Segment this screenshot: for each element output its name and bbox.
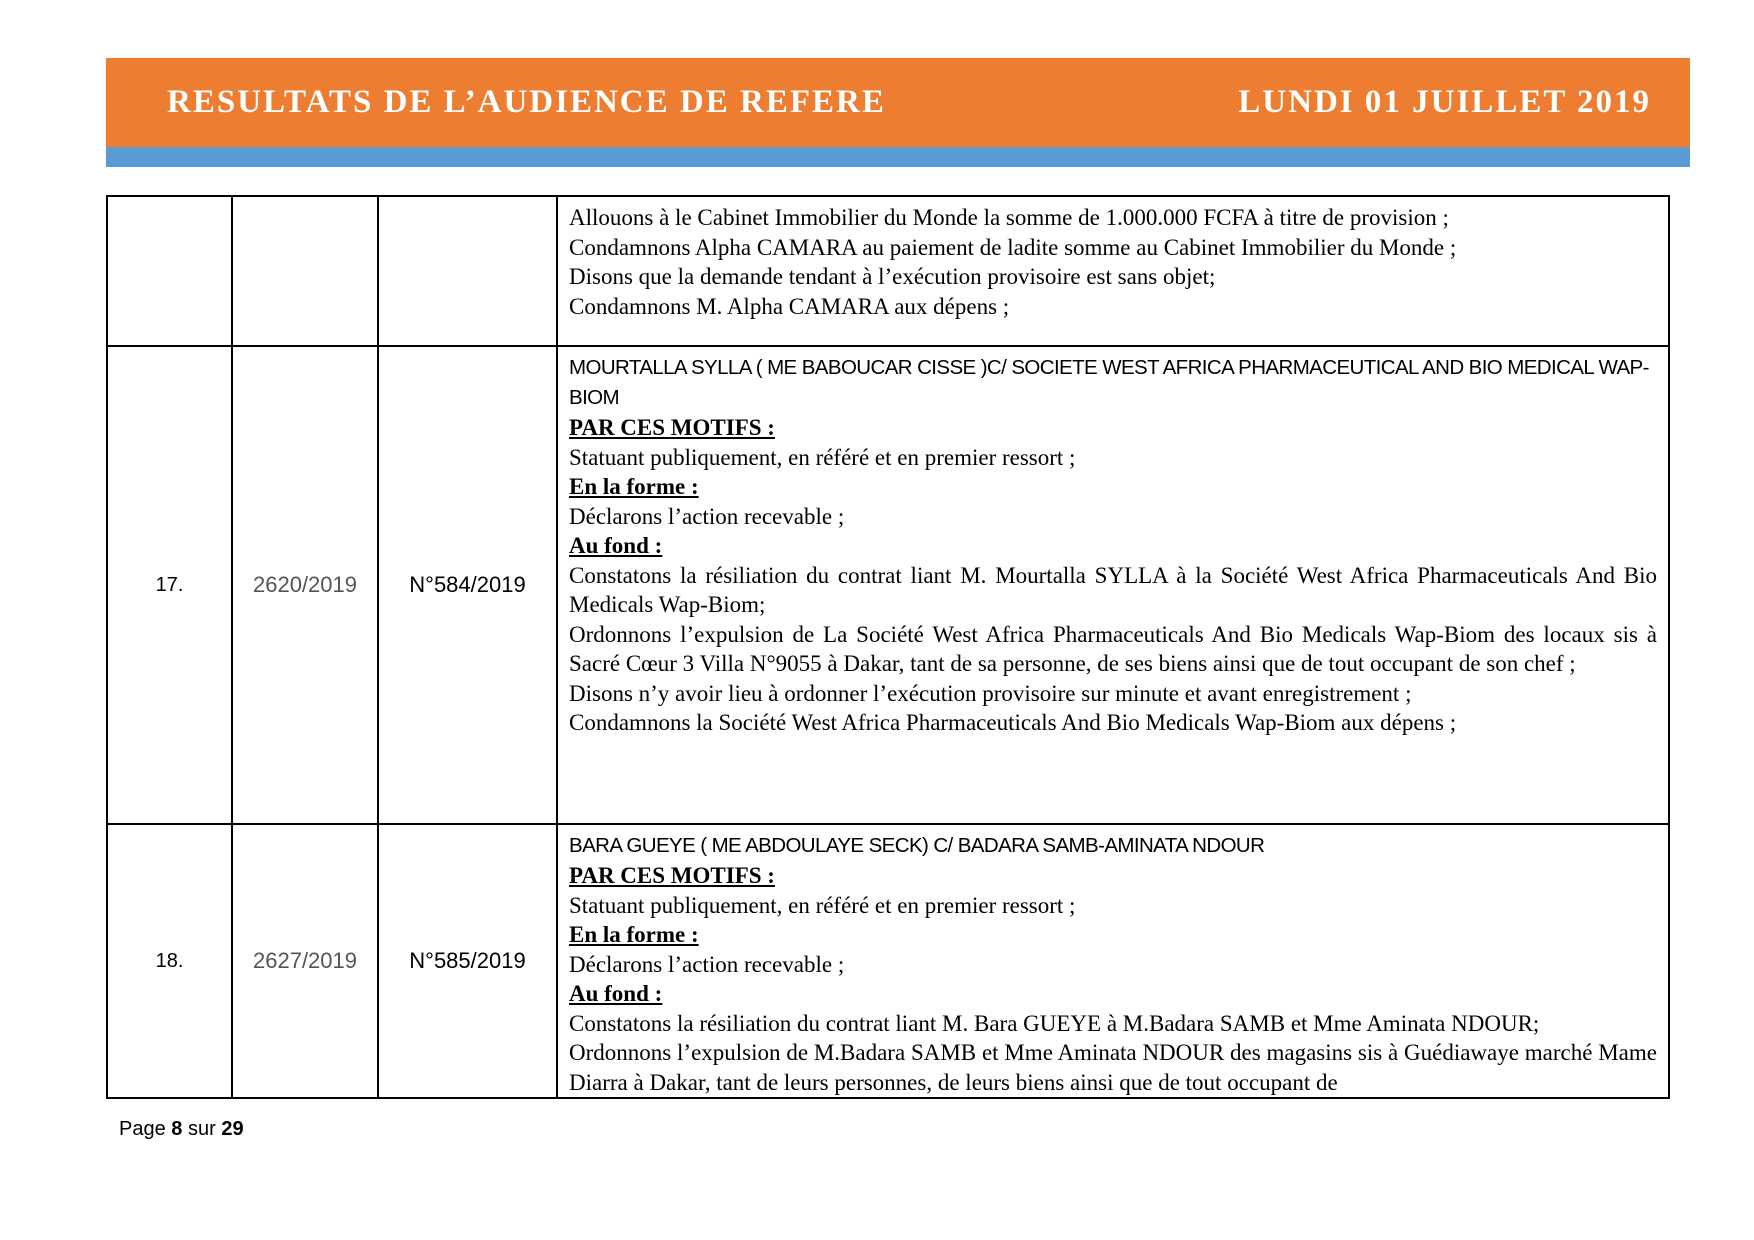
forme-heading: En la forme :: [569, 922, 699, 947]
decision-line: Déclarons l’action recevable ;: [569, 503, 845, 529]
results-table: [106, 195, 1670, 1099]
decision-line: Allouons à le Cabinet Immobilier du Monde la somme de 1.000.000 FCFA à titre de provision ;: [569, 205, 1449, 230]
motifs-heading: PAR CES MOTIFS :: [569, 863, 775, 888]
rg-number-cell: [232, 196, 378, 346]
decision-line: Disons n’y avoir lieu à ordonner l’exécution provisoire sur minute et avant enregistrement ;: [569, 680, 1412, 706]
decision-line: Ordonnons l’expulsion de M.Badara SAMB et Mme Aminata NDOUR des magasins sis à Guédiawaye marché Mame Diarra à Dakar, tant de leurs personnes, de leurs biens ainsi que de tout occupant de: [569, 1040, 1657, 1095]
fond-heading: Au fond :: [569, 981, 663, 1006]
decision-line: Ordonnons l’expulsion de La Société West Africa Pharmaceuticals And Bio Medicals Wap-Biom des locaux sis à Sacré Cœur 3 Villa N°9055 à Dakar, tant de sa personne, de ses biens ainsi que de tout occupant de son chef ;: [569, 621, 1657, 676]
table-row: [107, 824, 1669, 1098]
decision-line: Statuant publiquement, en référé et en premier ressort ;: [569, 892, 1076, 918]
motifs-heading: PAR CES MOTIFS :: [569, 415, 775, 440]
rg-number-cell: 2620/2019: [232, 346, 378, 824]
table-row: [107, 346, 1669, 824]
page-current: 8: [171, 1118, 183, 1140]
case-number-cell: [107, 196, 232, 346]
fond-heading: Au fond :: [569, 533, 663, 558]
case-parties: MOURTALLA SYLLA ( ME BABOUCAR CISSE )C/ SOCIETE WEST AFRICA PHARMACEUTICAL AND BIO MEDICAL WAP-BIOM: [569, 356, 1649, 409]
decision-line: Disons que la demande tendant à l’exécution provisoire est sans objet;: [569, 264, 1216, 289]
page-total: 29: [221, 1118, 244, 1140]
decision-line: Déclarons l’action recevable ;: [569, 951, 845, 977]
ordonnance-number-cell: N°584/2019: [378, 346, 557, 824]
hearing-date: LUNDI 01 JUILLET 2019: [1238, 84, 1651, 120]
decision-line: Condamnons M. Alpha CAMARA aux dépens ;: [569, 293, 1010, 319]
decision-cell: [557, 346, 1669, 824]
ordonnance-number-cell: N°585/2019: [378, 824, 557, 1098]
decision-line: Condamnons la Société West Africa Pharmaceuticals And Bio Medicals Wap-Biom aux dépens ;: [569, 710, 1457, 735]
rg-number-cell: 2627/2019: [232, 824, 378, 1098]
ordonnance-number-cell: [378, 196, 557, 346]
decision-cell: [557, 824, 1669, 1098]
document-title: RESULTATS DE L’AUDIENCE DE REFERE: [167, 84, 886, 120]
decision-line: Statuant publiquement, en référé et en premier ressort ;: [569, 444, 1076, 470]
of-label: sur: [187, 1118, 216, 1140]
case-number-cell: 18.: [107, 824, 232, 1098]
forme-heading: En la forme :: [569, 474, 699, 499]
case-number-cell: 17.: [107, 346, 232, 824]
header-stripe: [106, 147, 1690, 167]
decision-cell: [557, 196, 1669, 346]
case-parties: BARA GUEYE ( ME ABDOULAYE SECK) C/ BADARA SAMB-AMINATA NDOUR: [569, 834, 1265, 857]
table-row: [107, 196, 1669, 346]
decision-line: Condamnons Alpha CAMARA au paiement de ladite somme au Cabinet Immobilier du Monde ;: [569, 234, 1457, 260]
decision-line: Constatons la résiliation du contrat liant M. Mourtalla SYLLA à la Société West Africa Pharmaceuticals And Bio Medicals Wap-Biom;: [569, 562, 1657, 617]
page-label: Page: [119, 1118, 166, 1140]
decision-line: Constatons la résiliation du contrat liant M. Bara GUEYE à M.Badara SAMB et Mme Aminata NDOUR;: [569, 1010, 1540, 1036]
page-footer: [119, 1118, 244, 1141]
